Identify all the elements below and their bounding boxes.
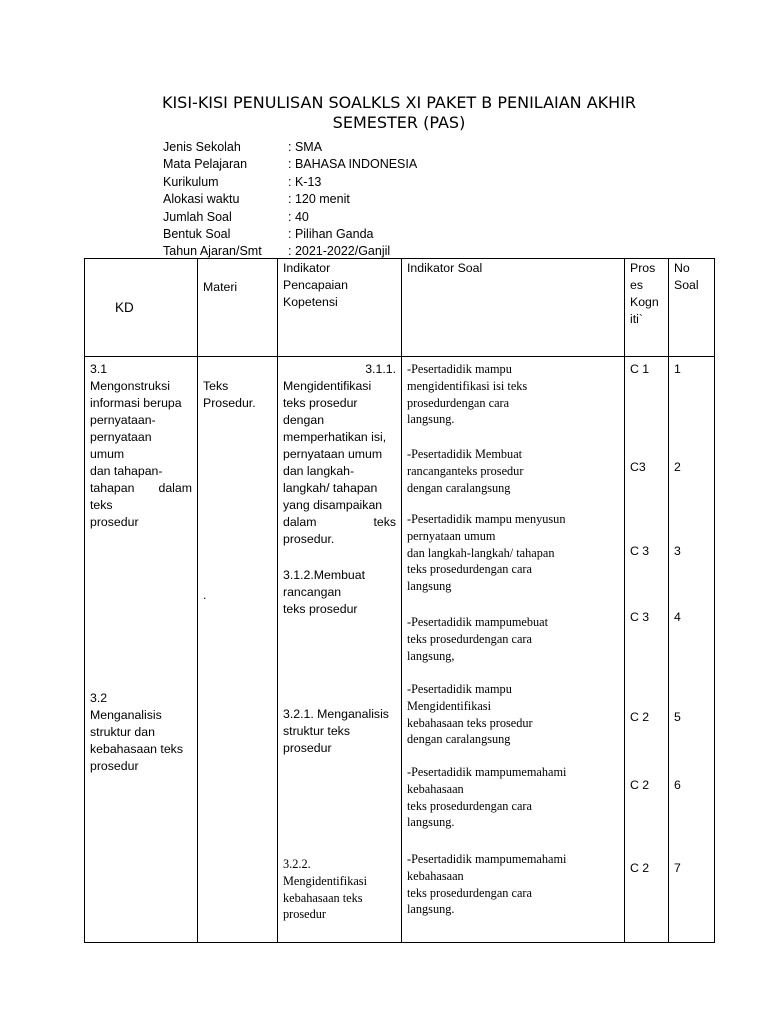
header-no-line: Soal: [674, 278, 699, 292]
kd-line: struktur dan: [90, 725, 155, 739]
meta-value: : 40: [288, 209, 309, 224]
header-no: [669, 259, 715, 357]
header-ipk-line: Kopetensi: [283, 295, 338, 309]
header-ipk-line: Pencapaian: [283, 278, 348, 292]
meta-value: : SMA: [288, 140, 323, 154]
indikator-soal-item: [407, 681, 619, 748]
meta-row: [163, 209, 417, 226]
indikator-line: -Pesertadidik Membuat: [407, 447, 523, 461]
title-line-1: KISI-KISI PENULISAN SOALKLS XI PAKET B PENILAIAN AKHIR: [161, 93, 637, 112]
ipk-line: yang disampaikan: [283, 498, 383, 512]
header-indikator-soal: Indikator Soal: [402, 259, 625, 357]
indikator-line: rancanganteks prosedur: [407, 463, 524, 478]
ipk-line: pernyataan umum: [283, 447, 383, 461]
header-proses-line: Kogn: [630, 295, 659, 309]
kd-line: Menganalisis: [90, 708, 162, 722]
ipk-line: rancangan: [283, 585, 342, 599]
kd-line: informasi berupa: [90, 396, 182, 410]
ipk-line: langkah/ tahapan: [283, 481, 378, 495]
meta-row: [163, 226, 417, 243]
indikator-line: langsung.: [407, 412, 455, 427]
header-proses-line: iti`: [630, 312, 643, 326]
kd-line: teks: [90, 498, 113, 512]
materi-line: Teks: [203, 379, 229, 393]
ipk-line: teks prosedur: [283, 602, 358, 616]
table-row: [85, 357, 715, 943]
indikator-line: mengidentifikasi isi teks: [407, 378, 528, 393]
kd-line: pernyataan: [90, 430, 152, 444]
no-soal-value: 2: [674, 460, 681, 474]
ipk-line: prosedur.: [283, 532, 335, 546]
kd-line: Mengonstruksi: [90, 379, 170, 393]
kd-line: prosedur: [90, 515, 139, 529]
indikator-line: pernyataan umum: [407, 528, 496, 543]
no-soal-value: 4: [674, 610, 681, 624]
no-soal-value: 7: [674, 861, 681, 875]
indikator-line: dan langkah-langkah/ tahapan: [407, 545, 555, 560]
ipk-line: 3.2.2.: [283, 857, 311, 871]
header-no-line: No: [674, 261, 690, 275]
proses-value: C3: [630, 460, 646, 474]
ipk-line: dengan: [283, 413, 325, 427]
meta-row: [163, 156, 417, 173]
no-soal-value: 1: [674, 362, 681, 376]
table-header-row: [85, 259, 715, 357]
indikator-soal-item: [407, 851, 619, 918]
kd-line: pernyataan-: [90, 413, 156, 427]
proses-value: C 2: [630, 778, 650, 792]
meta-label: Mata Pelajaran: [163, 157, 248, 172]
materi-text: [203, 378, 272, 412]
indikator-line: langsung.: [407, 815, 455, 830]
meta-label: Jumlah Soal: [163, 209, 232, 224]
proses-cell: [625, 357, 669, 943]
ipk-line: 3.1.2.Membuat: [283, 568, 366, 582]
meta-label: Jenis Sekolah: [163, 140, 241, 154]
meta-row: [163, 174, 417, 191]
title-line-2: SEMESTER (PAS): [332, 113, 466, 132]
indikator-line: Mengidentifikasi: [407, 698, 492, 713]
ipk-3-1-1: [283, 361, 396, 548]
indikator-line: kebahasaan: [407, 781, 464, 796]
no-soal-value: 5: [674, 710, 681, 724]
ipk-cell: [278, 357, 402, 943]
indikator-line: -Pesertadidik mampumebuat: [407, 615, 549, 629]
indikator-line: -Pesertadidik mampu: [407, 362, 512, 376]
indikator-soal-cell: [402, 357, 625, 943]
kd-line: kebahasaan teks: [90, 742, 183, 756]
meta-value: : K-13: [288, 174, 322, 189]
indikator-soal-item: [407, 446, 619, 496]
proses-value: C 3: [630, 544, 650, 558]
meta-label: Bentuk Soal: [163, 226, 231, 241]
meta-value: : BAHASA INDONESIA: [288, 157, 418, 172]
indikator-line: langsung: [407, 579, 452, 594]
proses-value: C 1: [630, 362, 650, 376]
materi-dot: .: [203, 588, 207, 602]
meta-label: Tahun Ajaran/Smt: [163, 244, 262, 259]
meta-value: : 2021-2022/Ganjil: [288, 244, 391, 259]
ipk-line: [283, 514, 396, 531]
ipk-word: dalam: [283, 515, 317, 529]
kd-cell: [85, 357, 198, 943]
indikator-soal-item: [407, 361, 619, 428]
kd-3-2: [90, 690, 192, 775]
indikator-soal-item: [407, 614, 619, 664]
indikator-line: langsung.: [407, 902, 455, 917]
no-soal-value: 6: [674, 778, 681, 792]
indikator-line: teks prosedurdengan cara: [407, 562, 532, 577]
indikator-line: dengan caralangsung: [407, 480, 511, 495]
indikator-line: -Pesertadidik mampu menyusun: [407, 512, 566, 526]
ipk-line: Mengidentifikasi: [283, 873, 368, 888]
ipk-word: teks: [373, 515, 396, 529]
kd-line: 3.1: [90, 362, 108, 376]
meta-label: Alokasi waktu: [163, 192, 240, 207]
proses-value: C 2: [630, 710, 650, 724]
no-soal-value: 3: [674, 544, 681, 558]
document-meta: [163, 139, 417, 261]
indikator-line: kebahasaan: [407, 868, 464, 883]
indikator-line: langsung,: [407, 648, 455, 663]
indikator-line: prosedurdengan cara: [407, 395, 510, 410]
ipk-line: dan langkah-: [283, 464, 355, 478]
indikator-line: -Pesertadidik mampumemahami: [407, 852, 567, 866]
indikator-line: -Pesertadidik mampumemahami: [407, 765, 567, 779]
header-proses: [625, 259, 669, 357]
kd-word: dalam: [158, 481, 192, 495]
ipk-number: 3.1.1.: [365, 362, 396, 376]
kisi-table: [84, 258, 715, 943]
proses-value: C 2: [630, 861, 650, 875]
meta-row: [163, 191, 417, 208]
kd-line: umum: [90, 447, 125, 461]
indikator-soal-item: [407, 764, 619, 831]
meta-label: Kurikulum: [163, 174, 219, 189]
no-soal-cell: [669, 357, 715, 943]
indikator-line: -Pesertadidik mampu: [407, 682, 512, 696]
indikator-line: teks prosedurdengan cara: [407, 631, 532, 646]
indikator-line: teks prosedurdengan cara: [407, 798, 532, 813]
header-proses-line: es: [630, 278, 643, 292]
header-proses-line: Pros: [630, 261, 656, 275]
ipk-line: memperhatikan isi,: [283, 430, 387, 444]
meta-value: : 120 menit: [288, 192, 350, 207]
ipk-line: struktur teks: [283, 724, 350, 738]
ipk-line: 3.2.1. Menganalisis: [283, 707, 389, 721]
indikator-soal-item: [407, 511, 619, 595]
kd-line: [90, 480, 192, 497]
ipk-3-1-2: [283, 567, 396, 618]
materi-line: Prosedur.: [203, 396, 256, 410]
kd-line: prosedur: [90, 759, 139, 773]
ipk-line: Mengidentifikasi: [283, 379, 372, 393]
ipk-3-2-1: [283, 706, 396, 757]
header-ipk: [278, 259, 402, 357]
document-title: [84, 93, 714, 133]
ipk-line: prosedur: [283, 741, 332, 755]
ipk-line: teks prosedur: [283, 396, 358, 410]
header-kd: KD: [85, 259, 198, 357]
proses-value: C 3: [630, 610, 650, 624]
ipk-line: kebahasaan teks: [283, 890, 363, 905]
kd-3-1: [90, 361, 192, 531]
ipk-line: prosedur: [283, 907, 327, 922]
header-ipk-line: Indikator: [283, 261, 331, 275]
meta-row: [163, 139, 417, 156]
indikator-line: kebahasaan teks prosedur: [407, 715, 533, 730]
indikator-line: teks prosedurdengan cara: [407, 885, 532, 900]
indikator-line: dengan caralangsung: [407, 732, 511, 747]
header-materi: Materi: [198, 259, 278, 357]
kd-line: dan tahapan-: [90, 464, 163, 478]
kd-word: tahapan: [90, 481, 135, 495]
kd-line: 3.2: [90, 691, 108, 705]
ipk-3-2-2: [283, 856, 396, 923]
meta-value: : Pilihan Ganda: [288, 226, 374, 241]
materi-cell: [198, 357, 278, 943]
